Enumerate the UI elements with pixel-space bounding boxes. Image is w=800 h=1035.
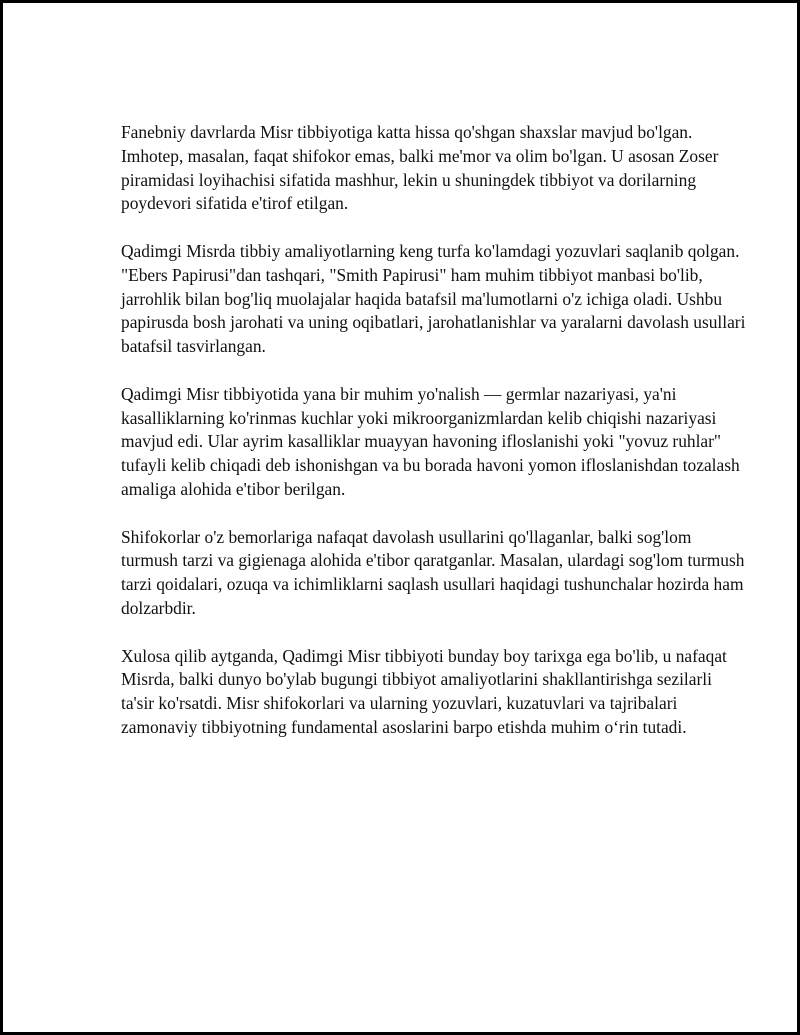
paragraph-3: Qadimgi Misr tibbiyotida yana bir muhim yo'nalish — germlar nazariyasi, ya'ni kasalliklarning ko'rinmas kuchlar yoki mikroorganizmlardan kelib chiqishi nazariyasi mavjud edi. Ular ayrim kasalliklar muayyan havoning ifloslanishi yoki "yovuz ruhlar" tufayli kelib chiqadi deb ishonishgan va bu borada havoni yomon ifloslanishdan tozalash amaliga alohida e'tibor berilgan. xyxy=(121,383,740,499)
paragraph-4: Shifokorlar o'z bemorlariga nafaqat davolash usullarini qo'llaganlar, balki sog'lom turmush tarzi va gigienaga alohida e'tibor qaratganlar. Masalan, ulardagi sog'lom turmush tarzi qoidalari, ozuqa va ichimliklarni saqlash usullari haqidagi tushunchalar hozirda ham dolzarbdir. xyxy=(121,526,745,618)
document-body xyxy=(121,121,746,764)
paragraph-1: Fanebniy davrlarda Misr tibbiyotiga katta hissa qo'shgan shaxslar mavjud bo'lgan. Imhotep, masalan, faqat shifokor emas, balki me'mor va olim bo'lgan. U asosan Zoser piramidasi loyihachisi sifatida mashhur, lekin u shuningdek tibbiyot va dorilarning poydevori sifatida e'tirof etilgan. xyxy=(121,122,719,214)
paragraph-2: Qadimgi Misrda tibbiy amaliyotlarning keng turfa ko'lamdagi yozuvlari saqlanib qolgan. "Ebers Papirusi"dan tashqari, "Smith Papirusi" ham muhim tibbiyot manbasi bo'lib, jarrohlik bilan bog'liq muolajalar haqida batafsil ma'lumotlarni o'z ichiga oladi. Ushbu papirusda bosh jarohati va uning oqibatlari, jarohatlanishlar va yaralarni davolash usullari batafsil tasvirlangan. xyxy=(121,240,746,357)
paragraph-5: Xulosa qilib aytganda, Qadimgi Misr tibbiyoti bunday boy tarixga ega bo'lib, u nafaqat Misrda, balki dunyo bo'ylab bugungi tibbiyot amaliyotlarini shakllantirishga sezilarli ta'sir ko'rsatdi. Misr shifokorlari va ularning yozuvlari, kuzatuvlari va tajribalari zamonaviy tibbiyotning fundamental asoslarini barpo etishda muhim o‘rin tutadi. xyxy=(121,645,727,737)
